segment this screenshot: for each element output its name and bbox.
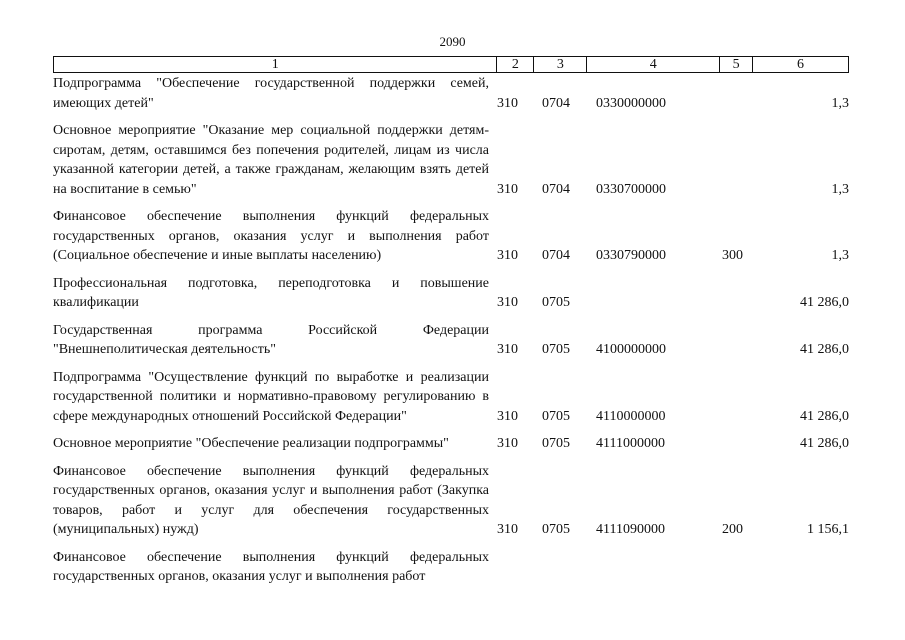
- row-target-code: 0330700000: [596, 181, 666, 197]
- row-ved-code: 310: [497, 248, 518, 263]
- table-row: [53, 207, 849, 266]
- row-ved-code: 310: [497, 522, 518, 537]
- row-section-code: 0705: [542, 408, 570, 424]
- header-col-5: 5: [720, 57, 753, 72]
- row-section-code: 0705: [542, 436, 570, 451]
- table-row: [53, 434, 849, 454]
- row-amount: 1,3: [831, 181, 849, 197]
- row-target-code: 4100000000: [596, 342, 666, 357]
- row-description: Подпрограмма "Осуществление функций по выработке и реализации государственной политики и нормативно-правовому регулированию в сфере международных отношений Российской Федерации": [53, 369, 489, 424]
- table-row: [53, 74, 849, 113]
- row-ved-code: 310: [497, 342, 518, 357]
- row-amount: 1,3: [831, 95, 849, 111]
- row-amount: 41 286,0: [800, 408, 849, 424]
- row-description: Профессиональная подготовка, переподготовка и повышение квалификации: [53, 275, 489, 310]
- row-section-code: 0705: [542, 342, 570, 357]
- row-ved-code: 310: [497, 408, 518, 424]
- row-section-code: 0705: [542, 522, 570, 537]
- row-section-code: 0704: [542, 248, 570, 263]
- table-row: [53, 274, 849, 313]
- row-section-code: 0704: [542, 95, 570, 111]
- row-expense-type: 200: [722, 522, 743, 537]
- table-row: [53, 368, 849, 427]
- row-description: Финансовое обеспечение выполнения функций федеральных государственных органов, оказания услуг и выполнения работ (Социальное обеспечение и иные выплаты населению): [53, 209, 489, 263]
- header-col-1: 1: [54, 57, 497, 72]
- budget-table: [53, 56, 849, 587]
- header-col-2: 2: [497, 57, 534, 72]
- row-amount: 41 286,0: [800, 342, 849, 357]
- page-number: 2090: [439, 34, 466, 49]
- row-description: Финансовое обеспечение выполнения функций федеральных государственных органов, оказания услуг и выполнения работ: [53, 549, 489, 584]
- table-row: [53, 462, 849, 540]
- row-ved-code: 310: [497, 436, 518, 451]
- row-amount: 41 286,0: [800, 436, 849, 451]
- table-row: [53, 121, 849, 199]
- table-row: [53, 548, 849, 587]
- table-header-row: [53, 56, 849, 73]
- row-description: Основное мероприятие "Обеспечение реализации подпрограммы": [53, 436, 449, 451]
- row-section-code: 0704: [542, 181, 570, 197]
- row-target-code: 4111000000: [596, 436, 665, 451]
- row-ved-code: 310: [497, 181, 518, 197]
- header-col-3: 3: [534, 57, 587, 72]
- row-description: Финансовое обеспечение выполнения функций федеральных государственных органов, оказания услуг и выполнения работ (Закупка товаров, работ и услуг для обеспечения государственных (муниципальных) нужд): [53, 463, 489, 537]
- row-ved-code: 310: [497, 295, 518, 310]
- row-target-code: 4110000000: [596, 408, 666, 424]
- row-ved-code: 310: [497, 95, 518, 111]
- row-target-code: 4111090000: [596, 522, 665, 537]
- row-expense-type: 300: [722, 248, 743, 263]
- row-amount: 41 286,0: [800, 295, 849, 310]
- table-row: [53, 321, 849, 360]
- row-description: Основное мероприятие "Оказание мер социальной поддержки детям-сиротам, детям, оставшимся без попечения родителей, лицам из числа указанной категории детей, а также гражданам, желающим взять детей на воспитание в семью": [53, 123, 489, 197]
- row-description: Государственная программа Российской Федерации "Внешнеполитическая деятельность": [53, 322, 489, 357]
- row-target-code: 0330790000: [596, 248, 666, 263]
- row-amount: 1,3: [831, 248, 849, 263]
- row-section-code: 0705: [542, 295, 570, 310]
- row-description: Подпрограмма "Обеспечение государственной поддержки семей, имеющих детей": [53, 76, 489, 111]
- row-target-code: 0330000000: [596, 95, 666, 111]
- header-col-4: 4: [587, 57, 720, 72]
- header-col-6: 6: [753, 57, 849, 72]
- row-amount: 1 156,1: [807, 522, 849, 537]
